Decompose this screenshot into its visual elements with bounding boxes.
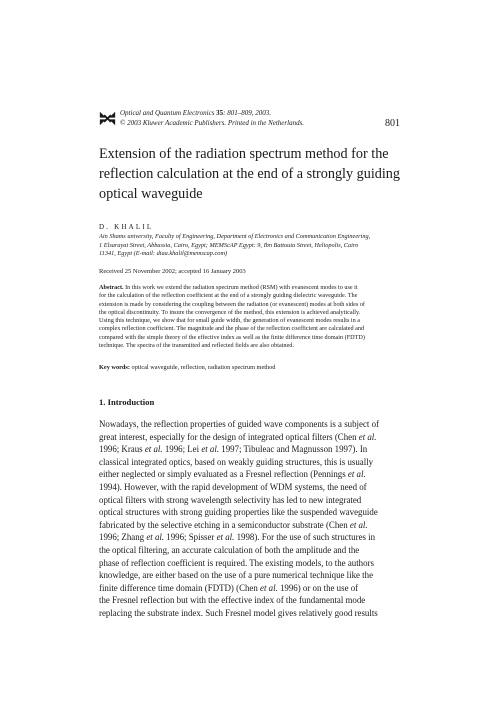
body-text-segment: 1998). For the use of such structures in (234, 532, 376, 543)
body-line (99, 494, 409, 507)
citation-et-al: et al. (349, 519, 368, 530)
body-line (99, 582, 409, 595)
body-line (99, 569, 409, 582)
citation-et-al: et al. (347, 469, 366, 480)
body-text-segment: 1997; Tibuleac and Magnusson 1997). In (219, 444, 368, 455)
body-line (99, 443, 409, 456)
body-line (99, 607, 409, 620)
journal-pages: : 801–809, 2003. (223, 109, 272, 117)
body-text-segment: 1996; Lei (162, 444, 202, 455)
keywords (99, 364, 275, 371)
body-line (99, 519, 409, 532)
abstract-line: compared with the simple theory of the effective index as well as the finite difference time domain (FDTD) (99, 333, 365, 341)
body-text-segment: 1996; Kraus (99, 444, 145, 455)
body-line (99, 544, 409, 557)
body-text-segment: the Fresnel reflection but with the effective index of the fundamental mode (99, 595, 366, 606)
citation-et-al: et al. (201, 444, 220, 455)
abstract-line: extension is made by considering the coupling between the radiation (or evanescent) modes at both sides of (99, 300, 365, 308)
introduction-text (99, 418, 409, 620)
body-line (99, 506, 409, 519)
abstract-line: for the calculation of the reflection coefficient at the end of a strongly guiding dielectric waveguide. The (99, 292, 358, 300)
author-name: D. KHALIL (99, 223, 154, 231)
keywords-text: optical waveguide, reflection, radiation spectrum method (129, 364, 276, 371)
abstract (99, 284, 409, 350)
body-text-segment: either neglected or simply evaluated as a Fresnel reflection (Pennings (99, 469, 348, 480)
body-line (99, 418, 409, 431)
journal-name: Optical and Quantum Electronics (120, 109, 217, 117)
abstract-line: technique. The spectra of the transmitted and reflected fields are also obtained. (99, 342, 294, 350)
body-text-segment: fabricated by the selective etching in a semiconductor substrate (Chen (99, 519, 350, 530)
abstract-line: complex reflection coefficient. The magnitude and the phase of the reflection coefficient are calculated and (99, 325, 365, 333)
body-line (99, 557, 409, 570)
paper-title (99, 144, 409, 204)
body-text-segment: 1996; Spisser (164, 532, 217, 543)
citation-et-al: et al. (144, 444, 163, 455)
body-text-segment: optical filters with strong wavelength selectivity has led to new integrated (99, 494, 362, 505)
body-text-segment: finite difference time domain (FDTD) (Chen (99, 582, 261, 593)
body-line (99, 531, 409, 544)
affiliation-line: 11341, Egypt (E-mail: diaa.khalil@memscap.com) (99, 250, 228, 257)
body-line (99, 468, 409, 481)
journal-citation (120, 109, 400, 128)
citation-et-al: et al. (358, 431, 377, 442)
body-text-segment: classical integrated optics, based on weakly guiding structures, this is usually (99, 456, 374, 467)
abstract-label: Abstract. (99, 284, 124, 291)
body-text-segment: 1996; Zhang (99, 532, 147, 543)
journal-volume: 35 (216, 109, 224, 117)
title-line: reflection calculation at the end of a strongly guiding (99, 166, 400, 182)
section-heading: 1. Introduction (99, 397, 155, 407)
copyright-line: © 2003 Kluwer Academic Publishers. Printed in the Netherlands. (120, 118, 305, 127)
title-line: optical waveguide (99, 186, 203, 202)
page-number: 801 (385, 118, 400, 129)
affiliation-line: Ain Shams university, Faculty of Engineering, Department of Electronics and Communication Engineering, (99, 233, 371, 240)
body-text-segment: optical structures with strong guiding properties like the suspended waveguide (99, 507, 378, 518)
body-text-segment: phase of reflection coefficient is required. The existing models, to the authors (99, 557, 374, 568)
body-text-segment: Nowadays, the reflection properties of guided wave components is a subject of (99, 419, 379, 429)
publisher-logo-icon (99, 110, 116, 127)
body-text-segment: 1996) or on the use of (277, 582, 359, 593)
author-affiliation (99, 233, 409, 259)
body-text-segment: great interest, especially for the design of integrated optical filters (Chen (99, 431, 359, 442)
body-text-segment: knowledge, are either based on the use of a pure numerical technique like the (99, 570, 374, 581)
abstract-line: Using this technique, we show that for small guide width, the generation of evanescent modes results in a (99, 317, 361, 325)
keywords-label: Key words: (99, 364, 130, 371)
body-line (99, 594, 409, 607)
body-line (99, 456, 409, 469)
body-line (99, 431, 409, 444)
body-text-segment: replacing the substrate index. Such Fresnel model gives relatively good results (99, 607, 378, 618)
abstract-line: In this work we extend the radiation spectrum method (RSM) with evanescent modes to use it (123, 284, 358, 291)
citation-et-al: et al. (260, 582, 278, 593)
abstract-line: the optical discontinuity. To insure the convergence of the method, this extension is achieved analytically. (99, 308, 361, 316)
citation-et-al: et al. (146, 532, 165, 543)
body-line (99, 481, 409, 494)
citation-et-al: et al. (216, 532, 235, 543)
body-text-segment: the optical filtering, an accurate calculation of both the amplitude and the (99, 544, 360, 555)
body-text-segment: 1994). However, with the rapid development of WDM systems, the need of (99, 481, 367, 492)
received-dates: Received 25 November 2002; accepted 16 January 2003 (99, 268, 246, 275)
affiliation-line: 1 Elsarayat Street, Abbassia, Cairo, Egypt; MEMScAP Egypt: 9, Ibn Battouta Street, Heliopolis, Cairo (99, 241, 359, 249)
title-line: Extension of the radiation spectrum method for the (99, 146, 389, 162)
